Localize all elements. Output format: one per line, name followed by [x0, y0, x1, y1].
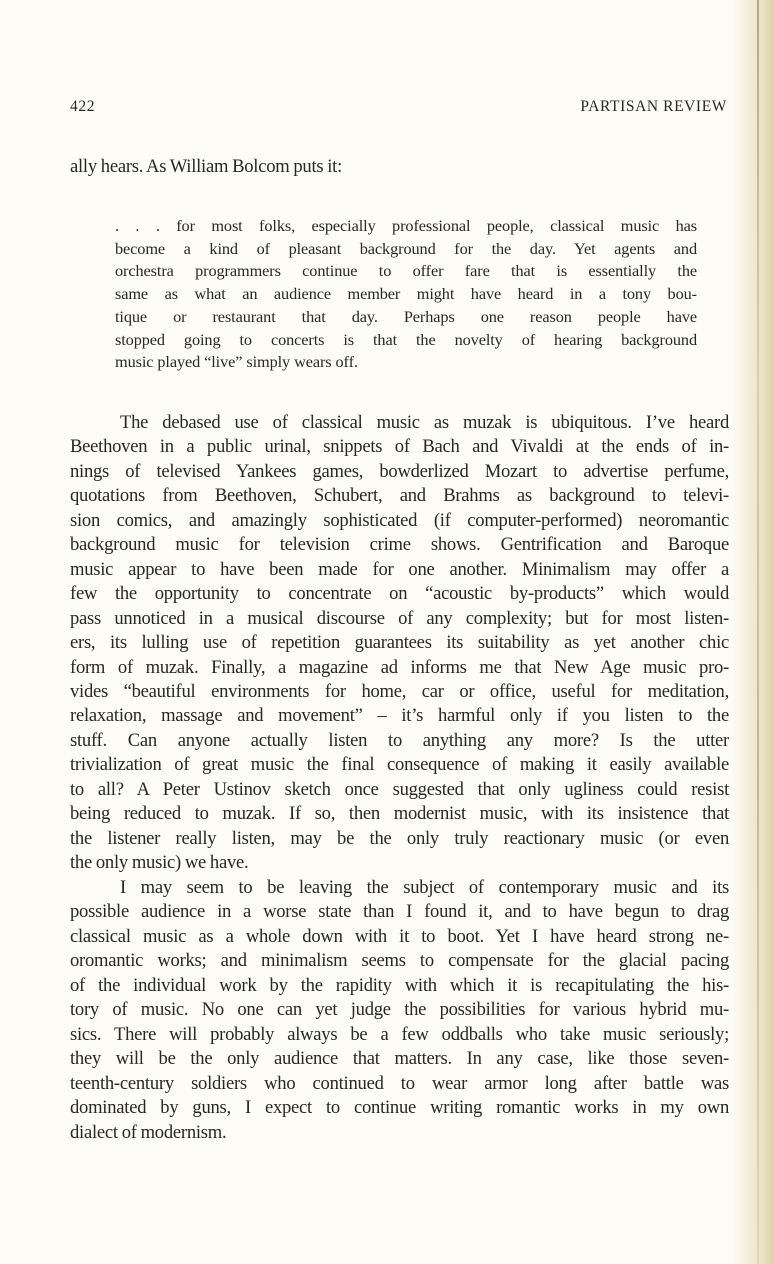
text-line: Beethoven in a public urinal, snippets of Bach and Vivaldi at the ends of in-	[70, 436, 729, 458]
text-line: form of muzak. Finally, a magazine ad informs me that New Age music pro-	[70, 656, 729, 678]
text-line: music appear to have been made for one another. Minimalism may offer a	[70, 558, 729, 580]
text-line: sics. There will probably always be a few oddballs who take music seriously;	[70, 1023, 729, 1045]
text-line: relaxation, massage and movement” – it’s harmful only if you listen to the	[70, 705, 729, 727]
text-line: dialect of modernism.	[70, 1121, 227, 1143]
text-line: music played “live” simply wears off.	[115, 352, 358, 372]
text-line: tique or restaurant that day. Perhaps one reason people have	[115, 306, 697, 326]
page-binding-shadow	[731, 0, 773, 1264]
text-line: of the individual work by the rapidity with which it is recapitulating the his-	[70, 974, 729, 996]
text-line: being reduced to muzak. If so, then modernist music, with its insistence that	[70, 803, 729, 825]
text-line: they will be the only audience that matters. In any case, like those seven-	[70, 1048, 729, 1070]
text-line: sion comics, and amazingly sophisticated (if computer-performed) neoromantic	[70, 509, 729, 531]
text-line: stopped going to concerts is that the novelty of hearing background	[115, 329, 697, 349]
text-line: ers, its lulling use of repetition guarantees its suitability as yet another chic	[70, 632, 729, 654]
text-line: pass unnoticed in a musical discourse of any complexity; but for most listen-	[70, 607, 729, 629]
text-line: become a kind of pleasant background for the day. Yet agents and	[115, 238, 697, 258]
page-edge	[757, 0, 759, 1264]
text-line: oromantic works; and minimalism seems to compensate for the glacial pacing	[70, 950, 729, 972]
text-line: stuff. Can anyone actually listen to anything any more? Is the utter	[70, 729, 729, 751]
page-number: 422	[70, 98, 96, 115]
text-line: trivialization of great music the final consequence of making it easily available	[70, 754, 729, 776]
intro-line: ally hears. As William Bolcom puts it:	[70, 156, 343, 177]
text-line: vides “beautiful environments for home, car or office, useful for meditation,	[70, 680, 729, 702]
text-line: I may seem to be leaving the subject of contemporary music and its	[120, 877, 729, 898]
text-line: teenth-century soldiers who continued to wear armor long after battle was	[70, 1072, 729, 1094]
running-header: PARTISAN REVIEW	[580, 98, 727, 115]
text-line: quotations from Beethoven, Schubert, and Brahms as background to televi-	[70, 485, 729, 507]
text-line: few the opportunity to concentrate on “acoustic by-products” which would	[70, 583, 729, 605]
text-line: the listener really listen, may be the only truly reactionary music (or even	[70, 827, 729, 849]
text-line: to all? A Peter Ustinov sketch once suggested that only ugliness could resist	[70, 778, 729, 800]
text-line: nings of televised Yankees games, bowderlized Mozart to advertise perfume,	[70, 460, 729, 482]
text-line: background music for television crime shows. Gentrification and Baroque	[70, 534, 729, 556]
text-line: same as what an audience member might have heard in a tony bou-	[115, 284, 697, 304]
text-line: tory of music. No one can yet judge the possibilities for various hybrid mu-	[70, 999, 729, 1021]
text-line: orchestra programmers continue to offer fare that is essentially the	[115, 261, 697, 281]
text-line: the only music) we have.	[70, 852, 249, 874]
text-line: possible audience in a worse state than I found it, and to have begun to drag	[70, 901, 729, 923]
text-line: The debased use of classical music as muzak is ubiquitous. I’ve heard	[120, 412, 729, 433]
text-line: classical music as a whole down with it to boot. Yet I have heard strong ne-	[70, 925, 729, 947]
text-line: . . . for most folks, especially professional people, classical music has	[115, 216, 697, 235]
text-line: dominated by guns, I expect to continue writing romantic works in my own	[70, 1097, 729, 1119]
